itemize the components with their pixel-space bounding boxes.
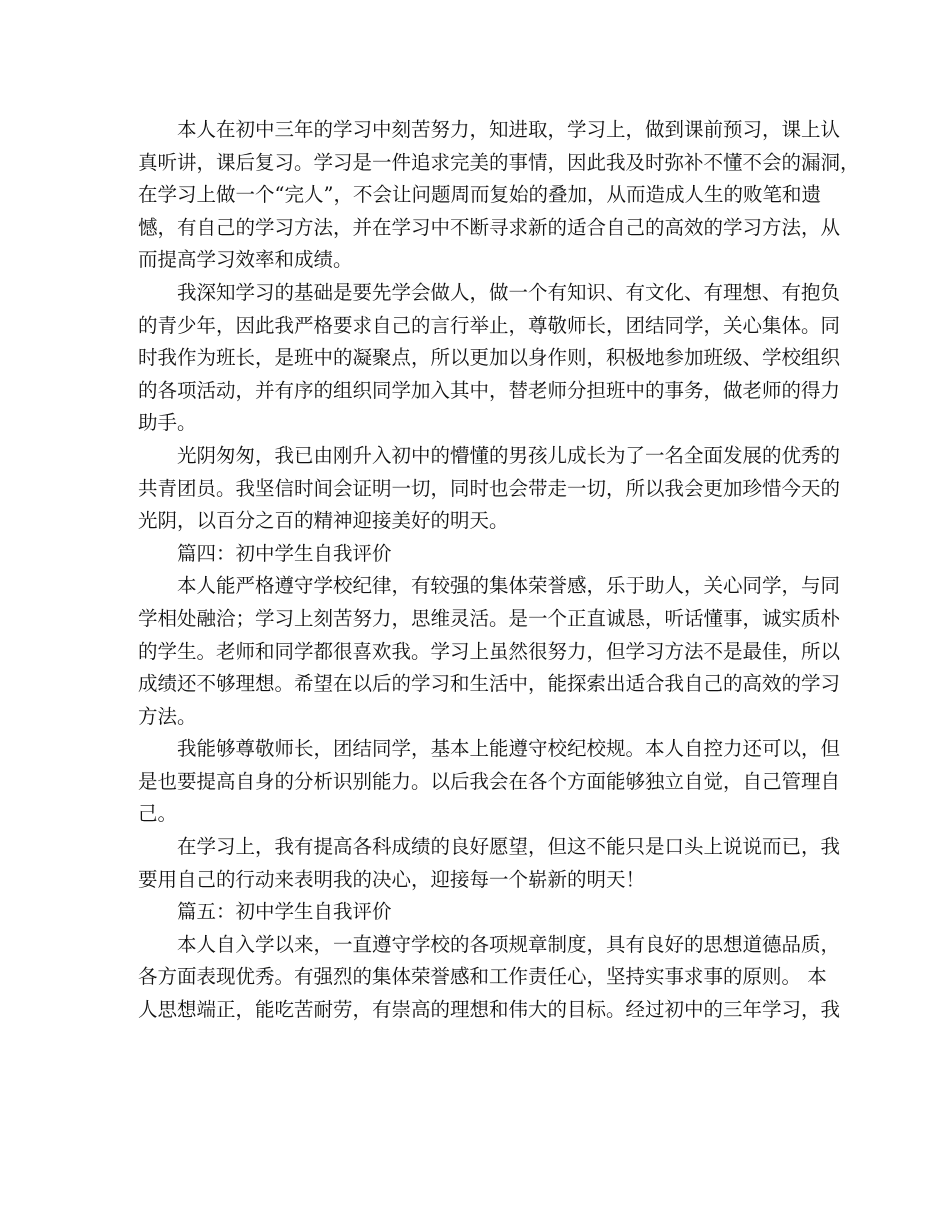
section-heading	[138, 896, 817, 929]
text-line: 光阴，以百分之百的精神迎接美好的明天。	[138, 509, 509, 533]
body-paragraph	[138, 831, 841, 896]
body-paragraph	[138, 929, 841, 1027]
body-paragraph	[138, 277, 841, 440]
body-paragraph	[138, 570, 841, 733]
text-line: 助手。	[138, 411, 197, 435]
body-paragraph	[138, 114, 860, 277]
text-line: 是也要提高自身的分析识别能力。以后我会在各个方面能够独立自觉，自己管理自	[138, 769, 841, 793]
text-line: 要用自己的行动来表明我的决心，迎接每一个崭新的明天！	[138, 867, 646, 891]
text-line: 的各项活动，并有序的组织同学加入其中，替老师分担班中的事务，做老师的得力	[138, 378, 841, 402]
text-line: 真听讲，课后复习。学习是一件追求完美的事情，因此我及时弥补不懂不会的漏洞，	[138, 150, 860, 174]
text-line: 成绩还不够理想。希望在以后的学习和生活中，能探索出适合我自己的高效的学习	[138, 672, 841, 696]
text-line: 而提高学习效率和成绩。	[138, 248, 353, 272]
text-line: 在学习上，我有提高各科成绩的良好愿望，但这不能只是口头上说说而已，我	[177, 835, 841, 859]
text-line: 本人在初中三年的学习中刻苦努力，知进取，学习上，做到课前预习，课上认	[177, 118, 841, 141]
text-line: 我能够尊敬师长，团结同学，基本上能遵守校纪校规。本人自控力还可以，但	[177, 737, 841, 761]
text-line: 的青少年，因此我严格要求自己的言行举止，尊敬师长，团结同学，关心集体。同	[138, 313, 841, 337]
text-line: 的学生。老师和同学都很喜欢我。学习上虽然很努力，但学习方法不是最佳，所以	[138, 639, 841, 663]
text-line: 我深知学习的基础是要先学会做人，做一个有知识、有文化、有理想、有抱负	[177, 280, 841, 304]
document-page	[138, 114, 860, 1027]
body-paragraph	[138, 440, 841, 538]
text-line: 共青团员。我坚信时间会证明一切，同时也会带走一切，所以我会更加珍惜今天的	[138, 476, 841, 500]
text-line: 本人能严格遵守学校纪律，有较强的集体荣誉感，乐于助人，关心同学，与同	[177, 574, 841, 598]
text-line: 篇四：初中学生自我评价	[177, 541, 392, 565]
text-line: 篇五：初中学生自我评价	[177, 900, 392, 924]
text-line: 憾，有自己的学习方法，并在学习中不断寻求新的适合自己的高效的学习方法，从	[138, 215, 841, 239]
text-line: 学相处融洽；学习上刻苦努力，思维灵活。是一个正直诚恳，听话懂事，诚实质朴	[138, 606, 841, 630]
text-line: 在学习上做一个“完人”，不会让问题周而复始的叠加，从而造成人生的败笔和遗	[138, 183, 821, 207]
text-line: 时我作为班长，是班中的凝聚点，所以更加以身作则，积极地参加班级、学校组织	[138, 346, 841, 370]
text-line: 光阴匆匆，我已由刚升入初中的懵懂的男孩儿成长为了一名全面发展的优秀的	[177, 443, 841, 467]
text-line: 方法。	[138, 704, 197, 728]
text-line: 本人自入学以来，一直遵守学校的各项规章制度，具有良好的思想道德品质，	[177, 932, 841, 956]
body-paragraph	[138, 733, 841, 831]
section-heading	[138, 538, 817, 571]
text-line: 己。	[138, 802, 178, 826]
text-line: 各方面表现优秀。有强烈的集体荣誉感和工作责任心，坚持实事求事的原则。 本	[138, 965, 827, 989]
text-line: 人思想端正，能吃苦耐劳，有崇高的理想和伟大的目标。经过初中的三年学习，我	[138, 998, 841, 1022]
